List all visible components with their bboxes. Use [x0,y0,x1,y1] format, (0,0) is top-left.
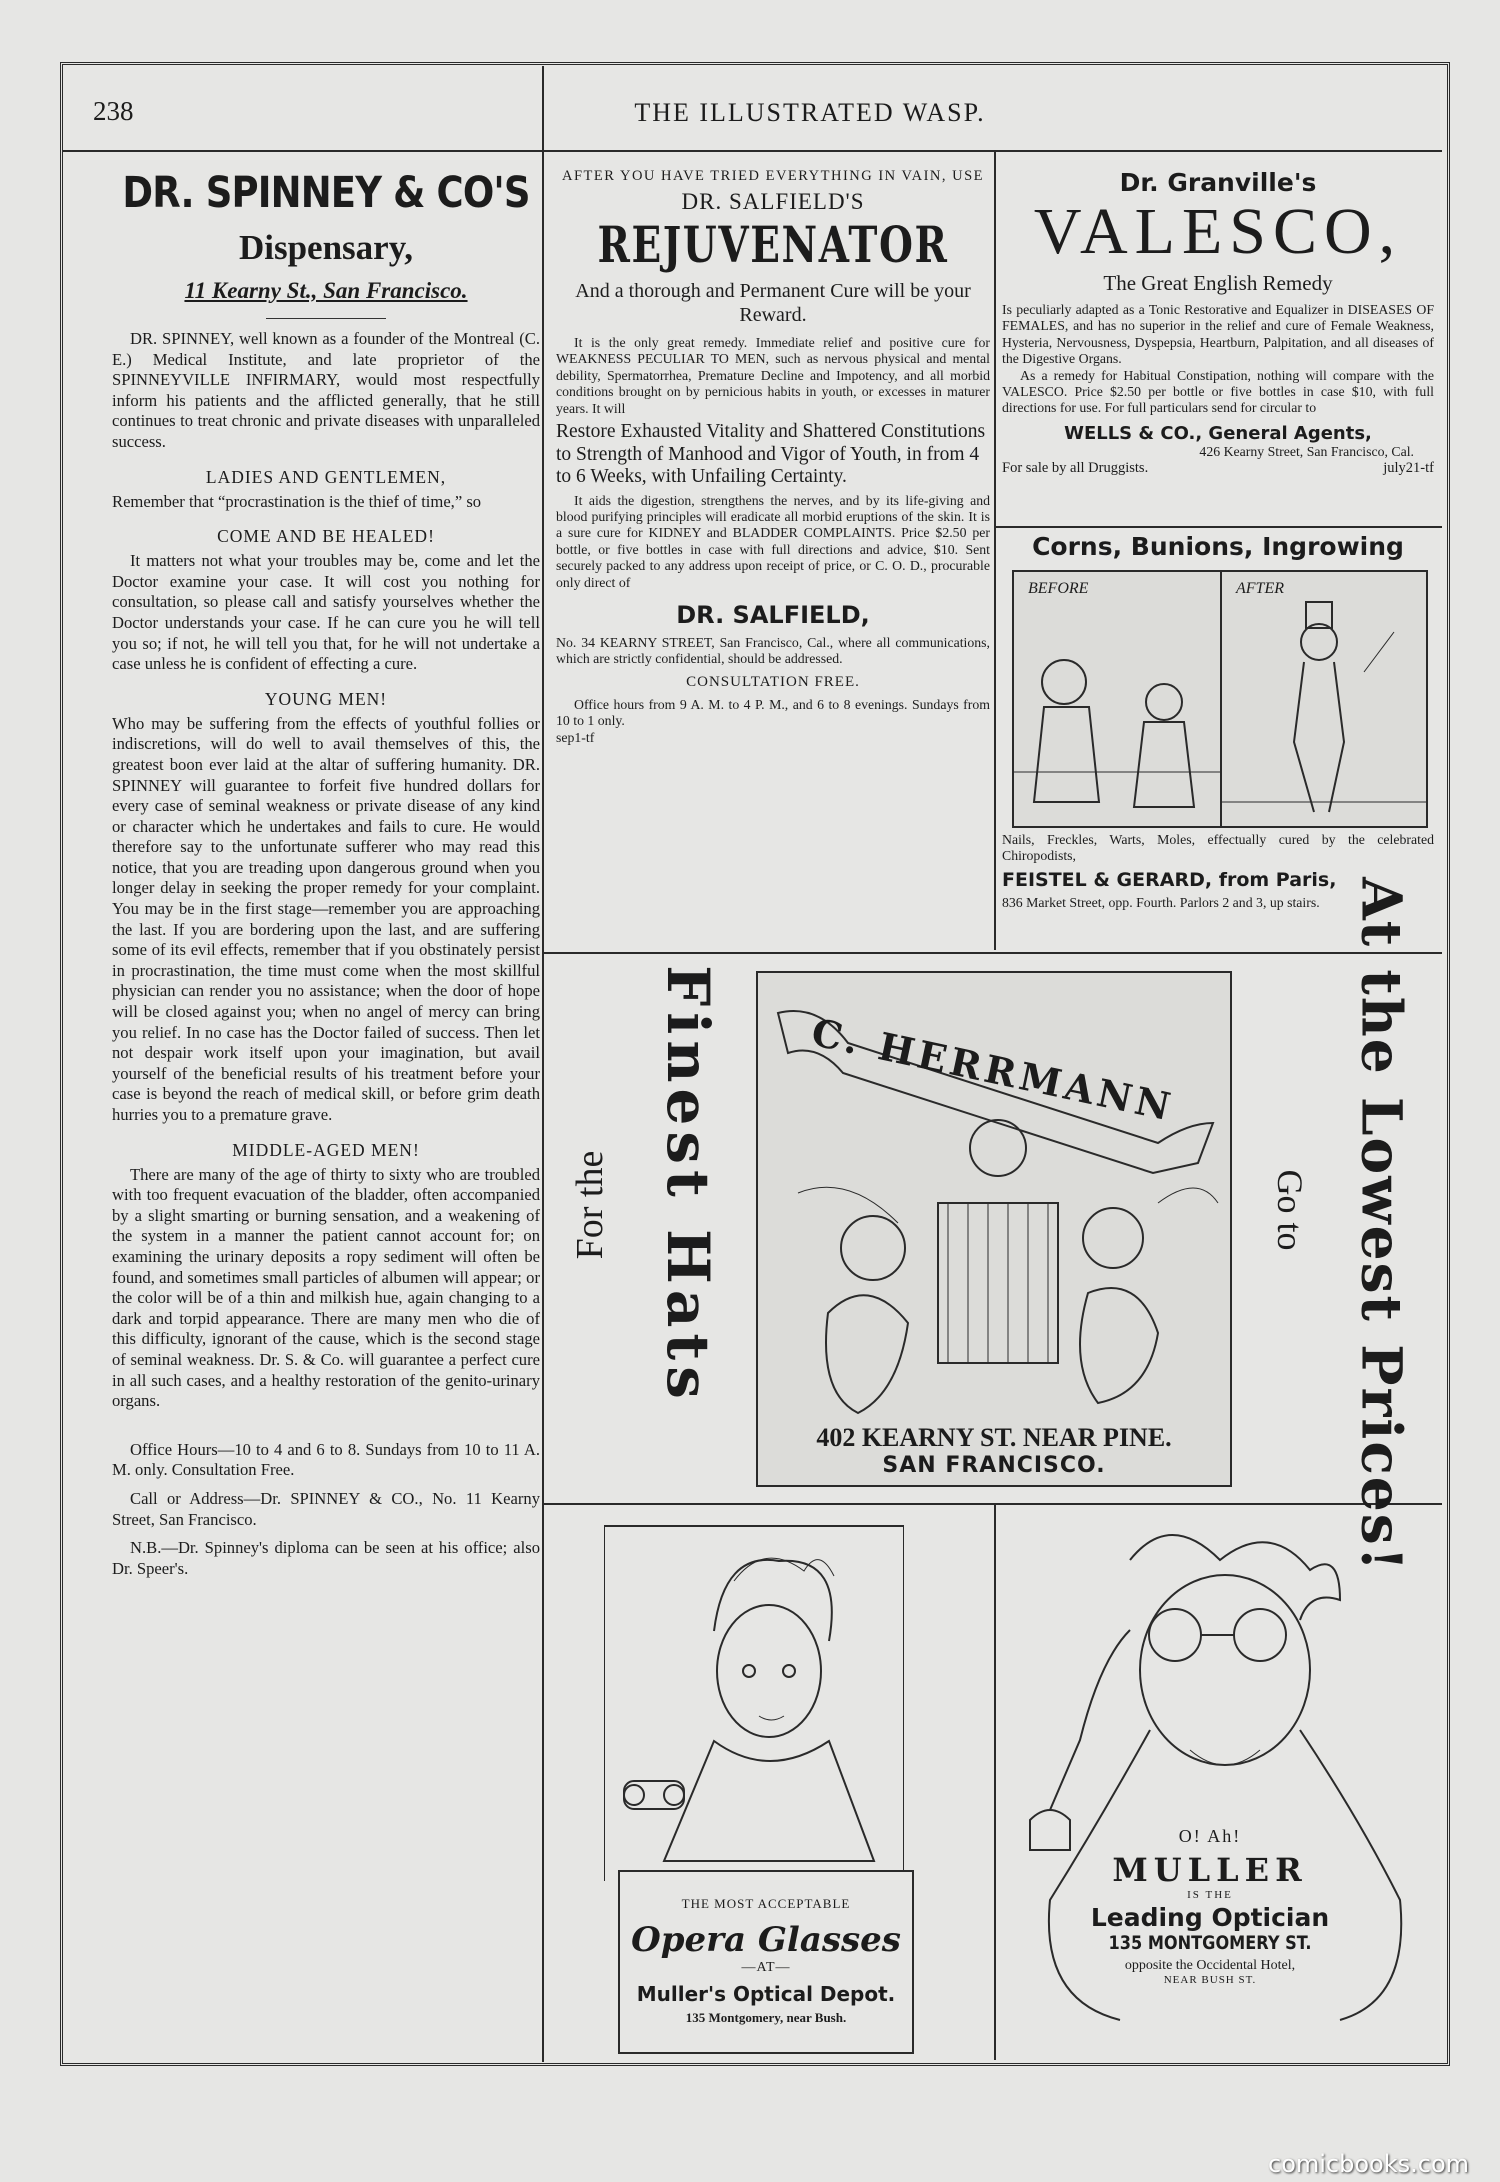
muller-leading-optician: Leading Optician [1090,1903,1330,1932]
valesco-doctor: Dr. Granville's [1119,168,1317,197]
herrmann-illustration [756,971,1232,1487]
muller-exclaim: O! Ah! [1178,1826,1242,1846]
corns-engraving [1014,572,1426,826]
salfield-paragraph: It aids the digestion, strengthens the nerves, and by its life-giving and blood purifying principles will eradicate all morbid eruptions of the skin. It is a sure cure for KIDNEY and BLADDER COMPLAINTS. Price $2.50 per bottle, or five bottles in case with full directions and advice, $10. Sent securely packed to any address upon receipt of price, or C. O. D., procurable only direct of [556,492,990,590]
masthead: THE ILLUSTRATED WASP. [634,98,986,127]
herrmann-city: SAN FRANCISCO. [882,1453,1106,1478]
spinney-paragraph: Remember that “procrastination is the thief of time,” so [112,491,482,511]
opera-title: Opera Glasses [631,1920,901,1960]
watermark: comicbooks.com [1268,2150,1470,2178]
salfield-doctor: DR. SALFIELD, [676,600,870,629]
page-number: 238 [93,96,134,126]
muller-opposite: opposite the Occidental Hotel, [1124,1958,1296,1973]
spinney-call: Call or Address—Dr. SPINNEY & CO., No. 11 Kearny Street, San Francisco. [112,1488,540,1529]
valesco-code: july21-tf [1383,460,1434,477]
spinney-ad [112,168,540,1579]
spinney-paragraph: It matters not what your troubles may be, come and let the Doctor examine your case. It will cost you nothing for consultation, so please call and satisfy yourselves whether the Doctor understands your case. If he can cure you he will tell you so; if not, he will tell you that, for he will not undertake a case unless he is confident of effecting a cure. [112,551,540,674]
before-label: BEFORE [1028,580,1089,597]
woman-engraving [604,1521,904,1881]
opera-at: —AT— [741,1960,791,1975]
salfield-address: No. 34 KEARNY STREET, San Francisco, Cal., where all communications, which are strictly confidential, should be addressed. [556,634,990,667]
salfield-ad [556,168,990,746]
salfield-paragraph: It is the only great remedy. Immediate relief and positive cure for WEAKNESS PECULIAR TO MEN, such as nervous physical and mental debility, Spermatorrhea, Premature Decline and Impotency, and all morbid conditions brought on by pernicious habits in youth, or excesses in maturer years. It will [556,335,990,416]
spinney-paragraph: There are many of the age of thirty to sixty who are troubled with too frequent evacuation of the bladder, often accompanied by a slight smarting or burning sensation, and a weakening of the system in a manner the patient cannot account for; on examining the urinary deposits a ropy sediment will often be found, and sometimes small particles of albumen will appear; or the color will be of a thin and milkish hue, again changing to a dark and torpid appearance. There are many men who die of this difficulty, ignorant of the cause, which is the second stage of seminal weakness. Dr. S. & Co. will guarantee a perfect cure in all such cases, and a healthy restoration of the genito-urinary organs. [112,1164,540,1411]
salfield-consult: CONSULTATION FREE. [686,673,860,690]
opera-label [618,1870,914,2054]
spinney-heading: YOUNG MEN! [264,688,388,709]
salfield-code: sep1-tf [556,729,595,745]
corns-title: Corns, Bunions, Ingrowing [1032,532,1404,561]
salfield-hours: Office hours from 9 A. M. to 4 P. M., and 6 to 8 evenings. Sundays from 10 to 1 only. [556,696,990,729]
after-label: AFTER [1236,580,1284,597]
valesco-agents: WELLS & CO., General Agents, [1064,422,1372,444]
hats-left-small: For the [569,1150,611,1260]
salfield-restore: Restore Exhausted Vitality and Shattered Constitutions to Strength of Manhood and Vigor of Youth, in from 4 to 6 Weeks, with Unfailing Certainty. [556,421,986,488]
spinney-nb: N.B.—Dr. Spinney's diploma can be seen at his office; also Dr. Speer's. [112,1538,540,1578]
herrmann-address: 402 KEARNY ST. NEAR PINE. [816,1423,1172,1452]
spinney-heading: COME AND BE HEALED! [217,526,435,547]
valesco-footer [1002,460,1434,477]
column-divider-left [542,66,544,2062]
muller-label [1050,1826,1370,1986]
spinney-intro: DR. SPINNEY, well known as a founder of the Montreal (C. E.) Medical Institute, and late proprietor of the SPINNEYVILLE INFIRMARY, would most respectfully inform his patients and the afflicted generally, that he still continues to treat chronic and private diseases with unparalleled success. [112,329,540,451]
hats-right-big: At the Lowest Prices! [1349,877,1415,1573]
divider [266,318,386,319]
spinney-address: 11 Kearny St., San Francisco. [184,278,468,303]
valesco-paragraph: Is peculiarly adapted as a Tonic Restorative and Equalizer in DISEASES OF FEMALES, and has no superior in the relief and cure of Female Weakness, Hysteria, Nervousness, Dyspepsia, Heartburn, Palpitation, and all diseases of the Digestive Organs. [1002,302,1434,367]
valesco-address: 426 Kearny Street, San Francisco, Cal. [1199,443,1414,459]
muller-address: 135 MONTGOMERY ST. [1108,1932,1312,1954]
valesco-ad [1002,168,1434,477]
salfield-cure: And a thorough and Permanent Cure will be your Reward. [575,280,971,326]
spinney-hours: Office Hours—10 to 4 and 6 to 8. Sundays from 10 to 11 A. M. only. Consultation Free. [112,1439,540,1480]
section-rule-2 [544,1503,1442,1505]
hats-right-small: Go to [1270,1169,1310,1251]
valesco-tagline: The Great English Remedy [1103,271,1333,295]
valesco-rule [996,526,1442,528]
valesco-product: VALESCO, [1033,195,1403,268]
spinney-paragraph: Who may be suffering from the effects of youthful follies or indiscretions, will do well to avail themselves of this, the greatest boon ever laid at the altar of suffering humanity. DR. SPINNEY will guarantee to forfeit five hundred dollars for every case of seminal weakness or private disease of any kind or character which he undertakes and fails to cure. He would therefore say to the unfortunate sufferer who may read this notice, that you are treading upon dangerous ground when you longer delay in seeking the proper remedy for your complaint. You may be in the first stage—remember you are approaching the last. If you are bordering upon the last, and are suffering some of its evil effects, remember that if you obstinately persist in procrastination, the time must come when the most skillful physician can render you no assistance; when the door of hope will be closed against you; when no angel of mercy can bring you relief. In no case has the Doctor failed of success. Then let not despair work itself upon your imagination, but avail yourself of the beneficial results of his treatment before your case is beyond the reach of medical skill, or before grim death hurries you to a premature grave. [112,713,540,1124]
spinney-heading: LADIES AND GENTLEMEN, [205,466,447,487]
salfield-name: DR. SALFIELD'S [681,189,865,214]
column-divider-right-bottom [994,1505,996,2060]
muller-name: MULLER [1112,1851,1308,1889]
salfield-intro: AFTER YOU HAVE TRIED EVERYTHING IN VAIN, USE [561,168,985,184]
corns-paragraph: Nails, Freckles, Warts, Moles, effectually cured by the celebrated Chiropodists, [1002,832,1434,864]
header-rule [62,150,1442,152]
herrmann-banner-name: C. HERRMANN [807,1009,1179,1130]
muller-is-the: IS THE [1187,1889,1233,1901]
opera-small-text: THE MOST ACCEPTABLE [681,1896,851,1911]
spinney-heading: MIDDLE-AGED MEN! [232,1139,420,1160]
column-divider-right-top [994,150,996,950]
hats-left-big: Finest Hats [654,965,722,1405]
opera-address: 135 Montgomery, near Bush. [685,2010,847,2025]
spinney-subtitle: Dispensary, [238,228,414,267]
opera-depot: Muller's Optical Depot. [636,1982,896,2006]
corns-firm: FEISTEL & GERARD, from Paris, [1002,868,1337,891]
valesco-druggists: For sale by all Druggists. [1002,460,1149,477]
valesco-paragraph: As a remedy for Habitual Constipation, nothing will compare with the VALESCO. Price $2.50 per bottle or five bottles in case $10, with full directions for use. For full particulars send for circular to [1002,367,1434,416]
corns-illustration [1012,570,1428,828]
section-rule-1 [544,952,1442,954]
corns-address: 836 Market Street, opp. Fourth. Parlors 2 and 3, up stairs. [1002,894,1320,910]
spinney-title: DR. SPINNEY & CO'S [122,168,530,218]
salfield-product: REJUVENATOR [597,215,949,274]
muller-near: NEAR BUSH ST. [1163,1974,1257,1986]
